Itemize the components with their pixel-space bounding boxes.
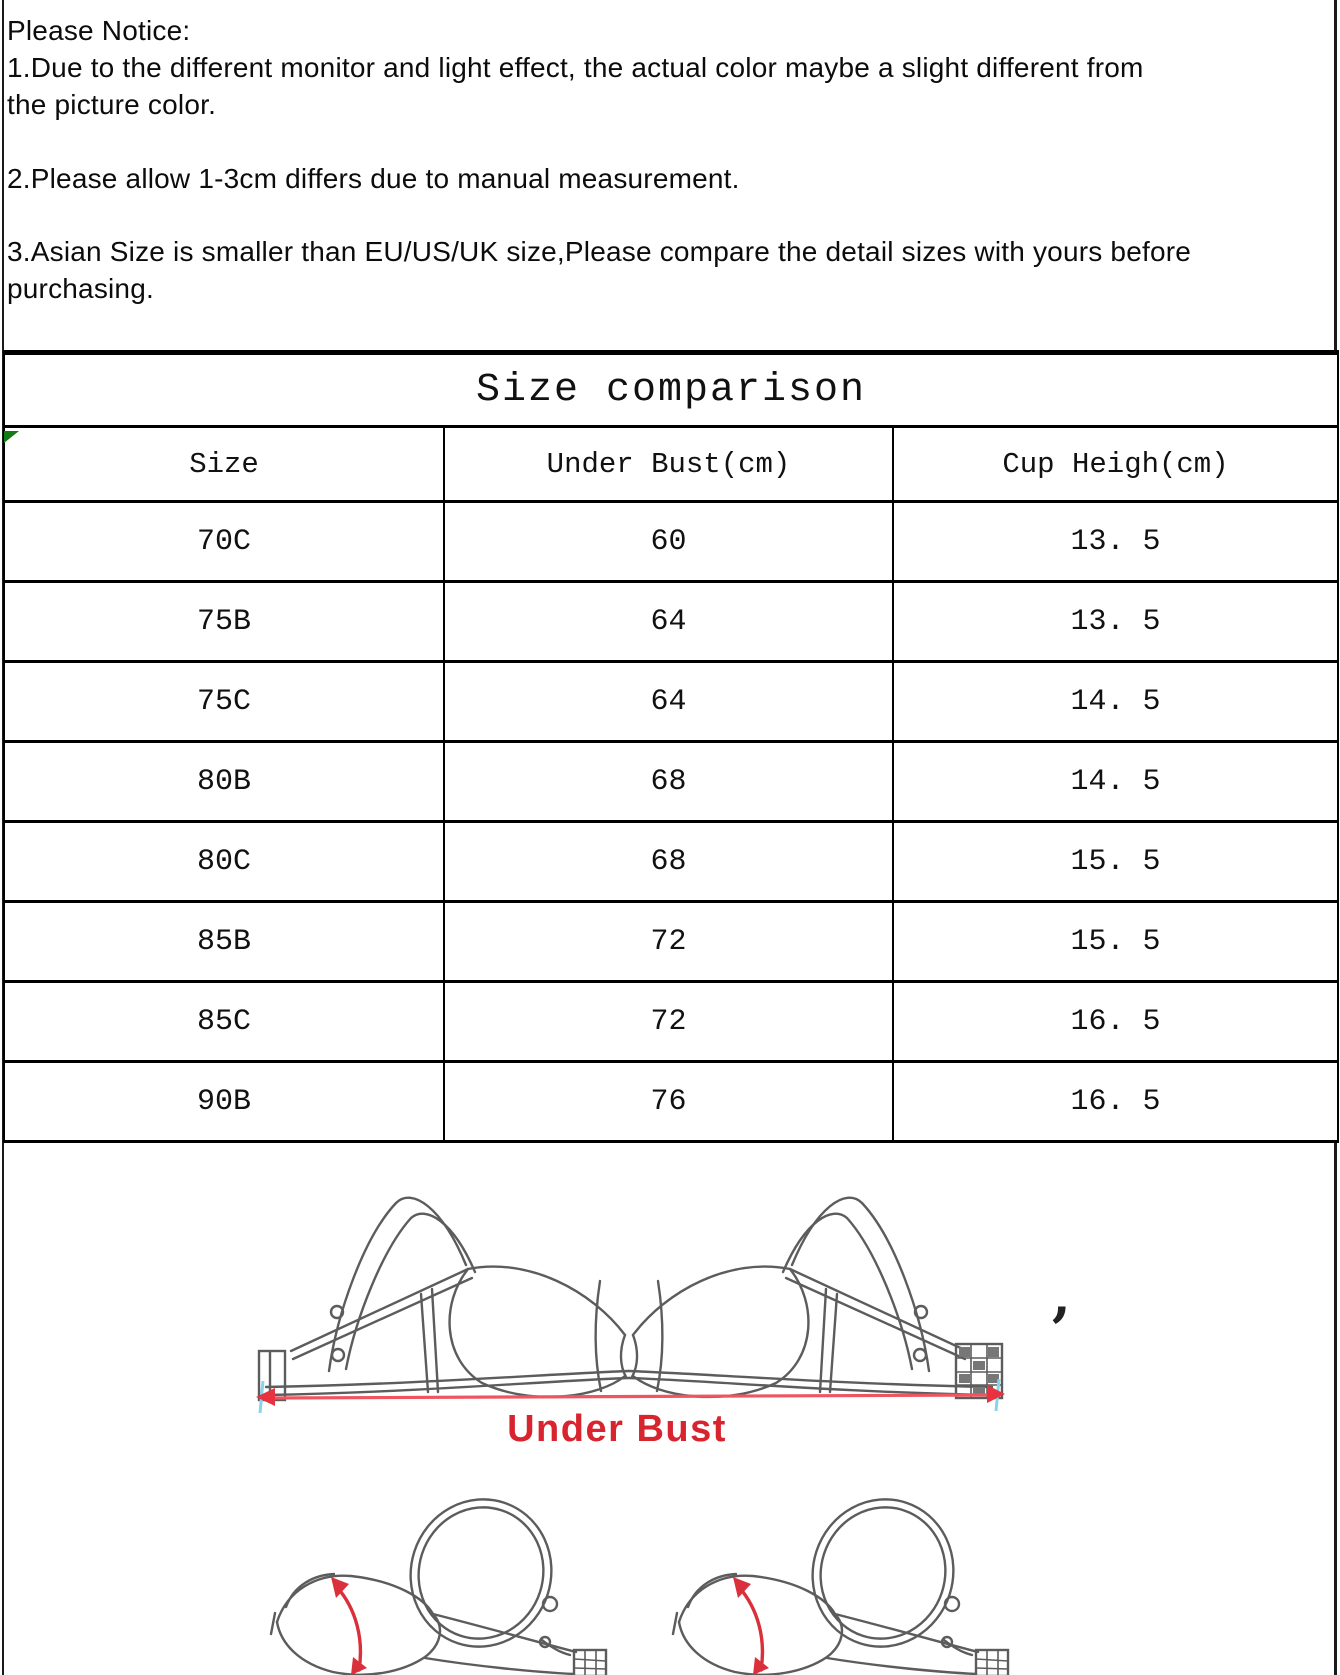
cell-cup-height: 14. 5 xyxy=(893,662,1338,742)
stray-comma-mark: , xyxy=(1052,1264,1071,1328)
cell-size: 70C xyxy=(4,502,444,582)
cell-size: 80C xyxy=(4,822,444,902)
cell-under-bust: 68 xyxy=(444,822,893,902)
cell-size: 85B xyxy=(4,902,444,982)
col-header-size: Size xyxy=(4,427,444,502)
cell-under-bust: 72 xyxy=(444,902,893,982)
table-row xyxy=(4,582,1338,662)
cell-size: 90B xyxy=(4,1062,444,1142)
table-row xyxy=(4,662,1338,742)
cell-cup-height: 16. 5 xyxy=(893,982,1338,1062)
cell-size: 85C xyxy=(4,982,444,1062)
col-header-under-bust: Under Bust(cm) xyxy=(444,427,893,502)
table-title-row xyxy=(4,353,1338,427)
cell-cup-height: 14. 5 xyxy=(893,742,1338,822)
table-header-row xyxy=(4,427,1338,502)
green-corner-marker xyxy=(4,431,19,443)
bra-side-left-diagram xyxy=(271,1481,606,1675)
cell-under-bust: 64 xyxy=(444,662,893,742)
cell-under-bust: 72 xyxy=(444,982,893,1062)
cell-under-bust: 60 xyxy=(444,502,893,582)
cell-size: 75B xyxy=(4,582,444,662)
notice-line: purchasing. xyxy=(7,273,154,304)
table-row xyxy=(4,982,1338,1062)
table-row xyxy=(4,502,1338,582)
cell-under-bust: 76 xyxy=(444,1062,893,1142)
cell-under-bust: 64 xyxy=(444,582,893,662)
table-row xyxy=(4,742,1338,822)
table-row xyxy=(4,822,1338,902)
cell-size: 80B xyxy=(4,742,444,822)
cell-cup-height: 13. 5 xyxy=(893,582,1338,662)
notice-gap xyxy=(7,197,1329,233)
cell-cup-height: 15. 5 xyxy=(893,902,1338,982)
under-bust-label: Under Bust xyxy=(507,1408,727,1450)
size-comparison-table xyxy=(3,350,1339,1143)
notice-line: the picture color. xyxy=(7,89,217,120)
notice-line: 3.Asian Size is smaller than EU/US/UK size,Please compare the detail sizes with yours before xyxy=(7,236,1192,267)
col-header-cup-height: Cup Heigh(cm) xyxy=(893,427,1338,502)
bra-side-right-diagram xyxy=(673,1481,1008,1675)
cell-cup-height: 15. 5 xyxy=(893,822,1338,902)
notice-line: 1.Due to the different monitor and light effect, the actual color maybe a slight different from xyxy=(7,52,1144,83)
size-diagram xyxy=(4,1145,1337,1675)
cell-cup-height: 16. 5 xyxy=(893,1062,1338,1142)
table-title: Size comparison xyxy=(475,367,867,413)
cell-size: 75C xyxy=(4,662,444,742)
notice-gap xyxy=(7,123,1329,160)
notice-section xyxy=(7,12,1329,307)
bra-front-diagram xyxy=(259,1198,1002,1400)
notice-title: Please Notice: xyxy=(7,15,191,46)
table-row xyxy=(4,902,1338,982)
cell-under-bust: 68 xyxy=(444,742,893,822)
table-row xyxy=(4,1062,1338,1142)
cell-cup-height: 13. 5 xyxy=(893,502,1338,582)
notice-line: 2.Please allow 1-3cm differs due to manual measurement. xyxy=(7,163,740,194)
